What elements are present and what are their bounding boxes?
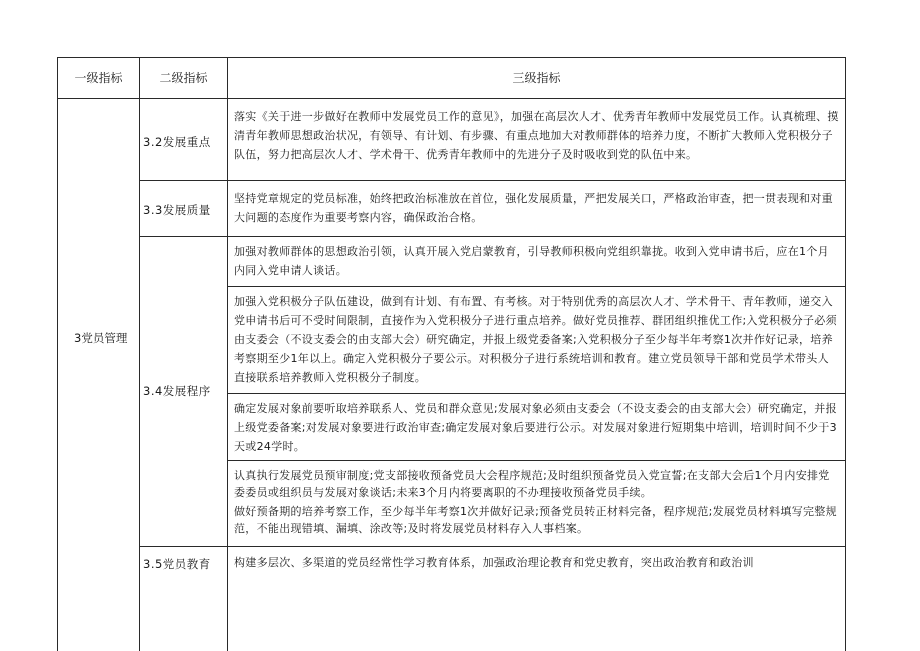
- row-3-4-text-2: 加强入党积极分子队伍建设，做到有计划、有布置、有考核。对于特别优秀的高层次人才、学术骨干、青年教师，递交入党申请书后可不受时间限制，直接作为入党积极分子进行重点培养。做好党员推荐、群团组织推优工作;入党积极分子必须由支委会（不设支委会的由支部大会）研究确定，并报上级党委备案;入党积极分子至少每半年考察1次并作好记录，培养考察期至少1年以上。确定入党积极分子要公示。对积极分子进行系统培训和教育。建立党员领导干部和党员学术带头人直接联系培养教师入党积极分子制度。: [234, 295, 837, 384]
- header-level1: 一级指标: [74, 71, 123, 85]
- header-bottom-border: [57, 98, 846, 99]
- sub-row-2-bottom-border: [227, 393, 846, 394]
- row-3-4-text-3: 确定发展对象前要听取培养联系人、党员和群众意见;发展对象必须由支委会（不设支委会的由支部大会）研究确定，并报上级党委备案;对发展对象要进行政治审查;确定发展对象后要进行公示。对发展对象进行短期集中培训，培训时间不少于3天或24学时。: [234, 402, 837, 453]
- row-3-4-label: 3.4发展程序: [143, 384, 211, 398]
- col-1-divider: [139, 57, 140, 651]
- row-3-2-text: 落实《关于进一步做好在教师中发展党员工作的意见》，加强在高层次人才、优秀青年教师中发展党员工作。认真梳理、摸清青年教师思想政治状况，有领导、有计划、有步骤、有重点地加大对教师群体的培养力度，不断扩大教师入党积极分子队伍，努力把高层次人才、学术骨干、优秀青年教师中的先进分子及时吸收到党的队伍中来。: [234, 110, 839, 161]
- table-top-border: [57, 57, 846, 58]
- sub-row-1-bottom-border: [227, 286, 846, 287]
- table-left-border: [57, 57, 58, 651]
- row-3-5-text: 构建多层次、多渠道的党员经常性学习教育体系，加强政治理论教育和党史教育，突出政治教育和政治训: [234, 556, 754, 569]
- row-3-3-bottom-border: [139, 236, 846, 237]
- row-3-4-text-4: 认真执行发展党员预审制度;党支部接收预备党员大会程序规范;及时组织预备党员入党宣誓;在支部大会后1个月内安排党委委员或组织员与发展对象谈话;未来3个月内将要离职的不办理接收预备党员手续。: [234, 469, 830, 499]
- row-3-3-label: 3.3发展质量: [143, 203, 211, 217]
- header-level3: 三级指标: [512, 71, 561, 85]
- row-3-2-bottom-border: [139, 180, 846, 181]
- row-3-5-label: 3.5党员教育: [143, 557, 211, 571]
- row-3-4-text-1: 加强对教师群体的思想政治引领，认真开展入党启蒙教育，引导教师积极向党组织靠拢。收到入党申请书后，应在1个月内同入党申请人谈话。: [234, 245, 829, 277]
- header-level2: 二级指标: [159, 71, 208, 85]
- row-3-4-bottom-border: [139, 546, 846, 547]
- row-3-2-label: 3.2发展重点: [143, 135, 211, 149]
- row-3-3-text: 坚持党章规定的党员标准，始终把政治标准放在首位，强化发展质量，严把发展关口，严格政治审查，把一贯表现和对重大问题的态度作为重要考察内容，确保政治合格。: [234, 192, 833, 224]
- level1-label: 3党员管理: [74, 331, 128, 345]
- col-2-divider: [227, 57, 228, 651]
- sub-row-3-bottom-border: [227, 460, 846, 461]
- row-3-4-text-5: 做好预备期的培养考察工作，至少每半年考察1次并做好记录;预备党员转正材料完备，程序规范;发展党员材料填写完整规范，不能出现错填、漏填、涂改等;及时将发展党员材料存入人事档案。: [234, 505, 837, 535]
- table-right-border: [845, 57, 846, 651]
